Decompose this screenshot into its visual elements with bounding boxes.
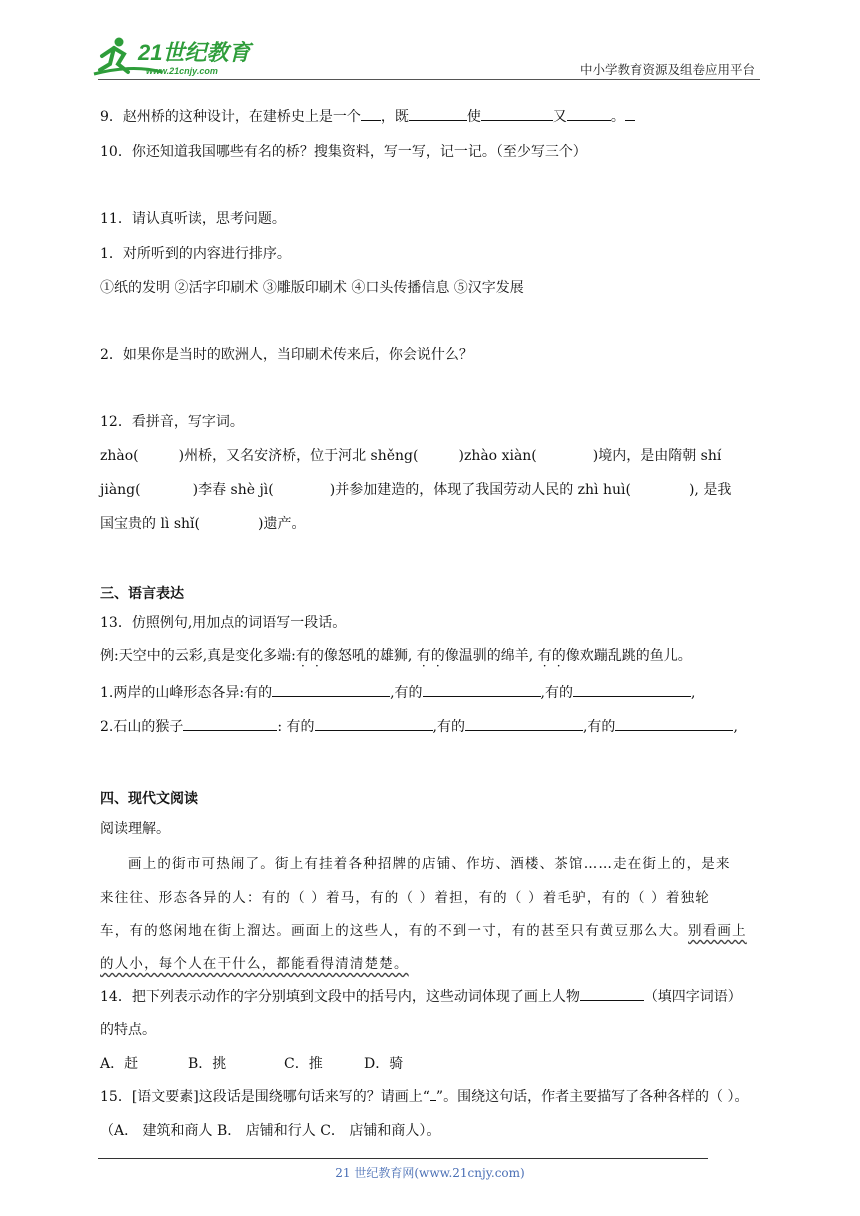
q13-item2-blank-2[interactable] <box>465 717 583 731</box>
reading-key-sentence-end: 的人小，每个人在干什么，都能看得清清楚楚。 <box>100 956 409 972</box>
q13-example <box>100 645 692 665</box>
question-13: 13．仿照例句,用加点的词语写一段话。 <box>100 615 347 631</box>
q9-mid1: ，既 <box>380 109 409 125</box>
q13-example-part-3: 像欢蹦乱跳的鱼儿。 <box>565 648 692 664</box>
q9-blank-2[interactable] <box>409 107 467 121</box>
q12-l1-b: )州桥，又名安济桥，位于河北 shěng( <box>178 448 419 464</box>
q9-trailing-rule <box>625 107 635 121</box>
q13-dotted-word-2: 有的 <box>416 648 445 664</box>
q13-item2-blank-1[interactable] <box>315 717 433 731</box>
q13-item2-colon: : 有的 <box>277 719 315 735</box>
q9-end: 。 <box>610 109 625 125</box>
footer-site-link[interactable]: 21 世纪教育网(www.21cnjy.com) <box>335 1166 525 1180</box>
q12-l1-c: )zhào xiàn( <box>458 448 537 464</box>
q12-line-3 <box>100 513 305 533</box>
reading-para-line-4 <box>100 952 409 972</box>
reading-para-line-3 <box>100 919 747 939</box>
q12-l1-a: zhào( <box>100 448 139 464</box>
q12-line-1 <box>100 445 721 465</box>
runner-logo-icon <box>92 34 262 80</box>
q13-item1-blank-3[interactable] <box>573 683 691 697</box>
question-11-options: ①纸的发明 ②活字印刷术 ③雕版印刷术 ④口头传播信息 ⑤汉字发展 <box>100 280 524 296</box>
q14-option-d[interactable]: D．骑 <box>364 1056 404 1072</box>
q13-item1-blank-2[interactable] <box>423 683 541 697</box>
q14-option-c[interactable]: C．推 <box>284 1056 323 1072</box>
reading-para-line-1: 画上的街市可热闹了。街上有挂着各种招牌的店铺、作坊、酒楼、茶馆……走在街上的，是来 <box>128 856 731 872</box>
q14-text-a: 14．把下列表示动作的字分别填到文段中的括号内，这些动词体现了画上人物 <box>100 989 580 1005</box>
question-15 <box>100 1086 749 1106</box>
q15-text-a: 15．[语文要素]这段话是围绕哪句话来写的？请画上“ <box>100 1089 430 1105</box>
reading-para-line-2: 来往往、形态各异的人：有的（ ）着马，有的（ ）着担，有的（ ）着毛驴，有的（ ）着独轮 <box>100 890 710 906</box>
q15-text-b: ”。围绕这句话，作者主要描写了各种各样的（ ）。 <box>435 1089 749 1105</box>
q12-l3-a: 国宝贵的 lì shǐ( <box>100 516 200 532</box>
q13-item1-end: , <box>690 685 696 701</box>
q12-l2-b: )李春 shè jì( <box>192 482 274 498</box>
q12-line-2 <box>100 479 731 499</box>
q13-dotted-word-1: 有的 <box>295 648 324 664</box>
question-14 <box>100 986 742 1006</box>
q13-item2-prefix: 2.石山的猴子 <box>100 719 184 735</box>
question-9 <box>100 106 635 126</box>
q13-item2-blank-3[interactable] <box>615 717 733 731</box>
question-10: 10．你还知道我国哪些有名的桥？搜集资料，写一写，记一记。（至少写三个） <box>100 144 587 160</box>
q13-item2-youde-2: ,有的 <box>432 719 465 735</box>
q14-options <box>100 1053 403 1073</box>
q9-prefix: 9．赵州桥的这种设计，在建桥史上是一个 <box>100 109 361 125</box>
logo-url: www.21cnjy.com <box>146 66 218 76</box>
q13-item1-blank-1[interactable] <box>272 683 390 697</box>
footer-divider <box>98 1158 708 1159</box>
header-platform-name: 中小学教育资源及组卷应用平台 <box>579 62 755 77</box>
q14-option-b[interactable]: B．挑 <box>188 1056 227 1072</box>
q14-option-a[interactable]: A．赶 <box>100 1056 139 1072</box>
q12-l2-c: )并参加建造的，体现了我国劳动人民的 zhì huì( <box>329 482 631 498</box>
q15-options: （A． 建筑和商人 B． 店铺和行人 C． 店铺和商人）。 <box>100 1123 441 1139</box>
question-11-sub2: 2．如果你是当时的欧洲人，当印刷术传来后，你会说什么？ <box>100 347 473 363</box>
q14-text-b: （填四字词语） <box>643 989 742 1005</box>
q12-l2-a: jiàng( <box>100 482 141 498</box>
q13-dotted-word-3: 有的 <box>537 648 566 664</box>
q9-blank-1[interactable] <box>361 107 381 121</box>
q12-l1-d: )境内，是由隋朝 shí <box>592 448 722 464</box>
q9-mid2: 使 <box>466 109 481 125</box>
question-12-title: 12．看拼音，写字词。 <box>100 414 244 430</box>
q13-item-2 <box>100 716 738 736</box>
q9-mid3: 又 <box>552 109 567 125</box>
q14-blank[interactable] <box>580 987 644 1001</box>
q13-item1-youde-3: ,有的 <box>540 685 573 701</box>
section-4-heading: 四、现代文阅读 <box>100 791 198 807</box>
q13-item2-blank-subject[interactable] <box>183 717 277 731</box>
reading-key-sentence-start: 别看画上 <box>688 923 747 939</box>
q14-continuation: 的特点。 <box>100 1022 156 1038</box>
q13-example-part-1: 像怒吼的雄狮, <box>323 648 417 664</box>
section-3-heading: 三、语言表达 <box>100 586 184 602</box>
question-11-title: 11．请认真听读，思考问题。 <box>100 211 286 227</box>
q12-l3-b: )遗产。 <box>258 516 306 532</box>
header-divider <box>98 79 760 80</box>
q12-l2-d: ), 是我 <box>688 482 732 498</box>
q9-blank-4[interactable] <box>567 107 611 121</box>
q13-example-prefix: 例:天空中的云彩,真是变化多端: <box>100 648 296 664</box>
q9-blank-3[interactable] <box>481 107 553 121</box>
logo-text: 21世纪教育 <box>138 40 251 65</box>
q13-item2-end: , <box>733 719 738 735</box>
q13-item1-youde-2: ,有的 <box>390 685 423 701</box>
reading-para-line-3-text: 车，有的悠闲地在街上溜达。画面上的这些人，有的不到一寸，有的甚至只有黄豆那么大。 <box>100 923 688 939</box>
site-logo[interactable] <box>92 34 262 80</box>
q13-item1-prefix: 1.两岸的山峰形态各异:有的 <box>100 685 273 701</box>
q13-item-1 <box>100 682 695 702</box>
q13-example-part-2: 像温驯的绵羊, <box>444 648 538 664</box>
question-11-sub1: 1．对所听到的内容进行排序。 <box>100 246 291 262</box>
reading-intro: 阅读理解。 <box>100 821 170 837</box>
q13-item2-youde-3: ,有的 <box>582 719 616 735</box>
